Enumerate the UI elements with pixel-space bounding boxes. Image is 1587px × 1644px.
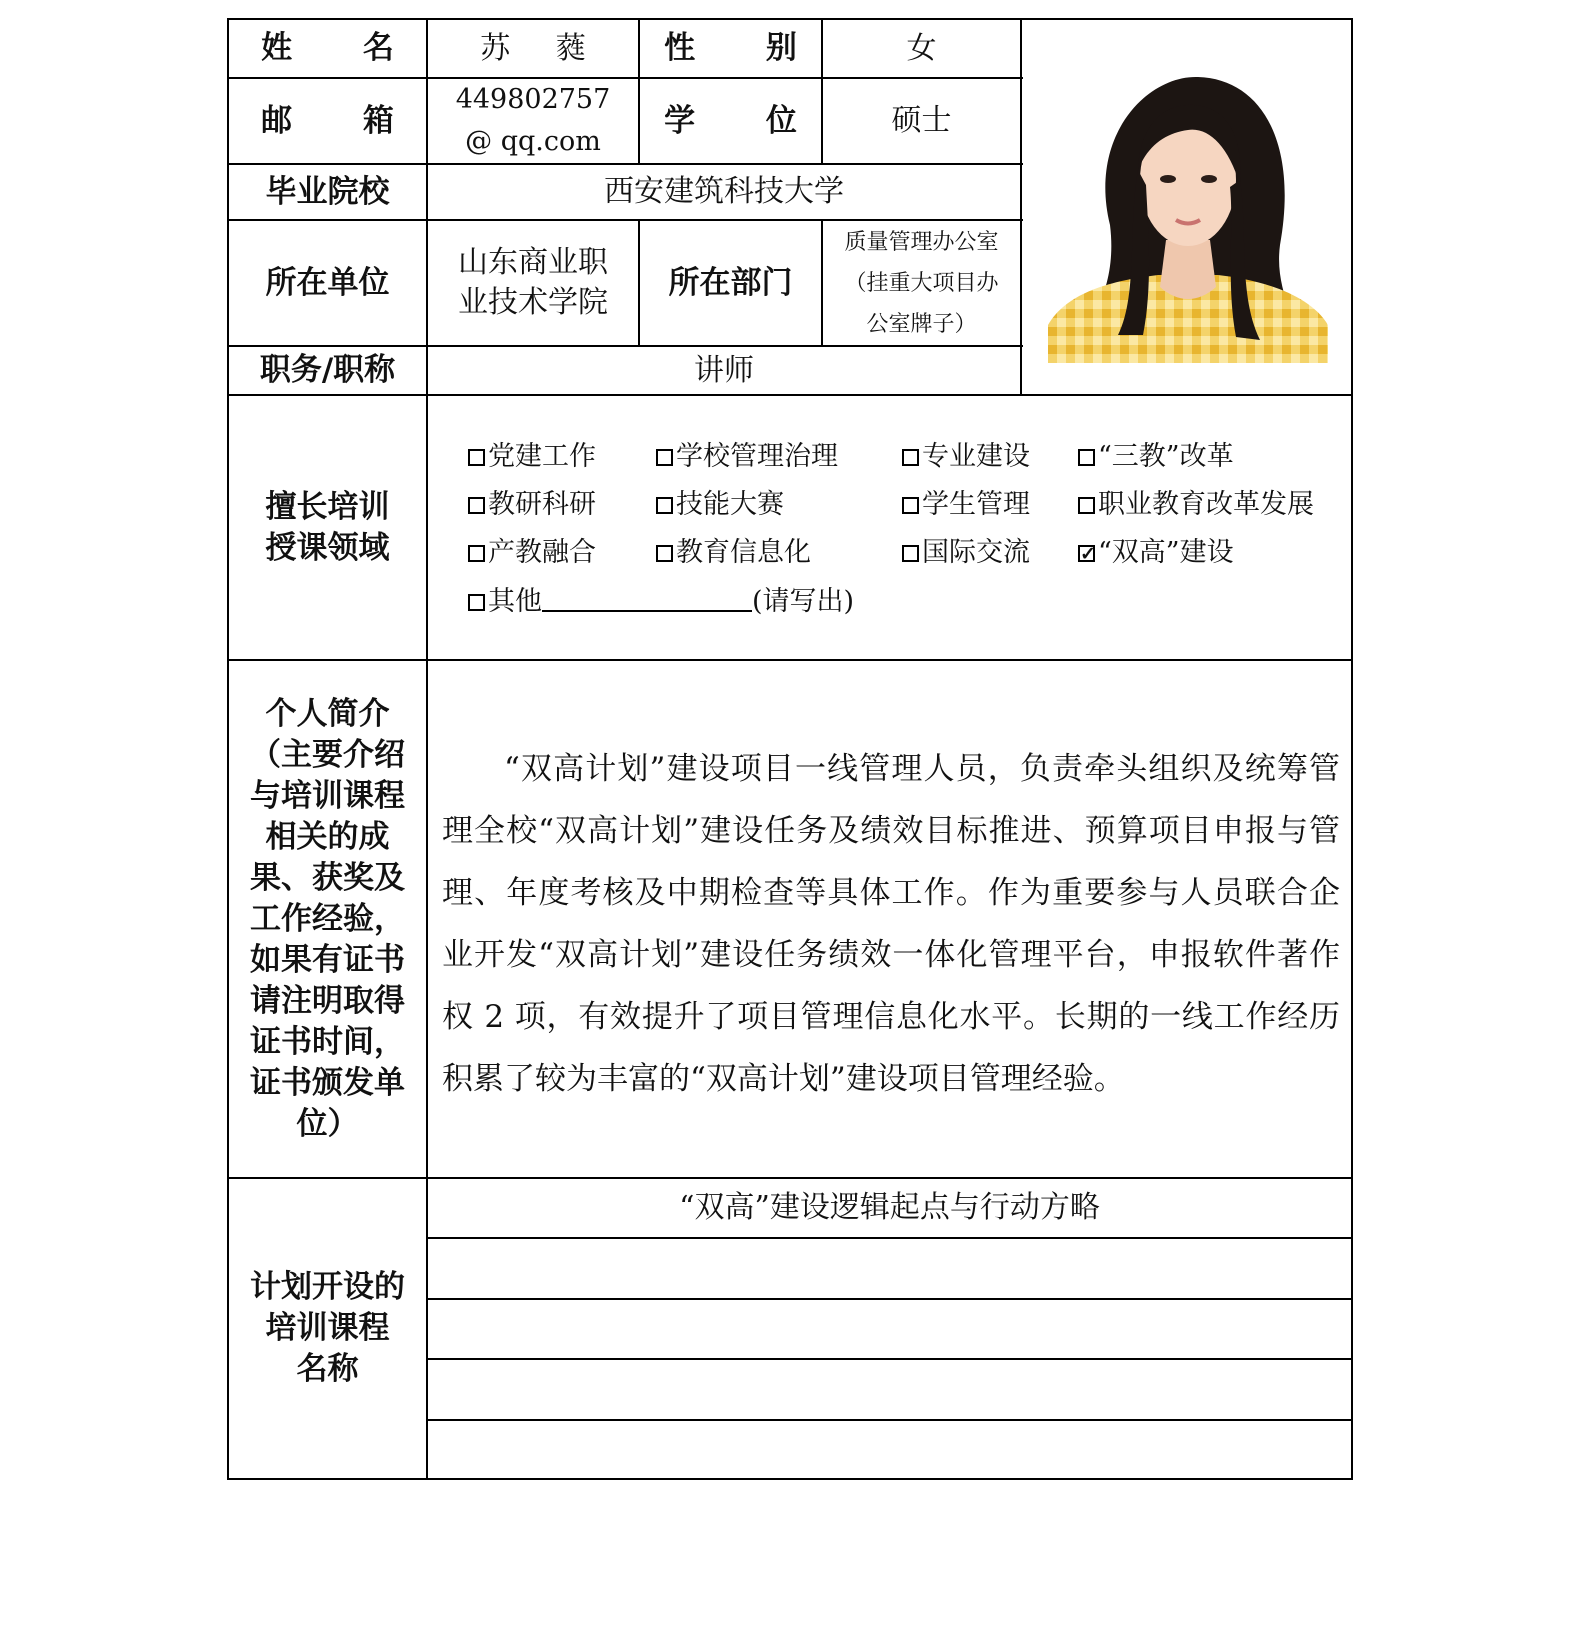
area-option[interactable]	[902, 440, 1030, 474]
bio-label-line: 工作经验，	[250, 900, 405, 937]
area-option-label: “双高”建设	[1098, 537, 1234, 568]
checkbox-icon[interactable]	[656, 497, 673, 514]
area-option-label: 教育信息化	[676, 537, 811, 568]
courses-label-line: 培训课程	[265, 1310, 390, 1346]
area-option-label: 党建工作	[488, 441, 596, 472]
bio-label-line: 相关的成	[265, 818, 390, 855]
email-value	[428, 79, 638, 163]
email-line-1: 449802757	[455, 84, 611, 115]
area-option[interactable]	[656, 488, 784, 522]
bio-label	[229, 661, 426, 1177]
course-row[interactable]	[428, 1300, 1351, 1358]
area-option[interactable]	[468, 488, 596, 522]
dept-line-1: 质量管理办公室	[844, 229, 999, 255]
area-option-label: “三教”改革	[1098, 441, 1234, 472]
area-option[interactable]	[902, 536, 1030, 570]
bio-label-line: 果、获奖及	[250, 859, 405, 896]
dept-line-2: （挂重大项目办	[844, 270, 999, 296]
area-option[interactable]	[1078, 536, 1234, 570]
areas-label-line-2: 授课领域	[265, 529, 390, 566]
checkbox-icon[interactable]	[1078, 449, 1095, 466]
dept-line-3: 公室牌子）	[866, 311, 977, 337]
course-row[interactable]	[428, 1239, 1351, 1298]
area-option[interactable]	[468, 440, 596, 474]
courses-label-line: 计划开设的	[250, 1269, 405, 1305]
checkbox-icon[interactable]	[468, 545, 485, 562]
checkbox-icon[interactable]	[468, 449, 485, 466]
course-row[interactable]	[428, 1360, 1351, 1419]
unit-value	[428, 221, 638, 345]
school-label: 毕业院校	[265, 173, 390, 210]
name-label: 姓 名	[261, 30, 424, 66]
area-option-label: 产教融合	[488, 537, 596, 568]
area-option[interactable]	[468, 536, 596, 570]
checkbox-icon[interactable]	[1078, 497, 1095, 514]
dept-value	[823, 221, 1020, 345]
areas-label	[229, 396, 426, 659]
other-write-in-line[interactable]	[542, 584, 752, 612]
unit-line-2: 业技术学院	[458, 285, 608, 320]
degree-value: 硕士	[891, 103, 952, 138]
bio-label-line: 证书颁发单	[250, 1064, 405, 1101]
email-line-2: @ qq.com	[465, 126, 601, 157]
area-option-label: 学生管理	[922, 489, 1030, 520]
course-row[interactable]: “双高”建设逻辑起点与行动方略	[679, 1190, 1100, 1225]
bio-label-line: 如果有证书	[250, 941, 405, 978]
degree-label: 学 位	[664, 102, 827, 139]
courses-label	[229, 1179, 426, 1478]
area-option[interactable]	[656, 536, 811, 570]
area-option-label: 教研科研	[488, 489, 596, 520]
bio-label-line: 与培训课程	[250, 777, 405, 814]
portrait-illustration	[1048, 75, 1328, 363]
other-option[interactable]	[468, 584, 854, 619]
other-note: (请写出)	[752, 586, 855, 617]
unit-line-1: 山东商业职	[458, 245, 608, 280]
area-option-label: 专业建设	[922, 441, 1030, 472]
bio-text: “双高计划”建设项目一线管理人员，负责牵头组织及统筹管理全校“双高计划”建设任务及绩效目标推进、预算项目申报与管理、年度考核及中期检查等具体工作。作为重要参与人员联合企业开发“双高计划”建设任务绩效一体化管理平台，申报软件著作权 2 项，有效提升了项目管理信息化水平。长期的一线工作经历积累了较为丰富的“双高计划”建设项目管理经验。	[442, 751, 1340, 1097]
portrait-photo	[1048, 75, 1328, 363]
gender-value: 女	[906, 30, 937, 66]
checkbox-icon[interactable]	[468, 497, 485, 514]
area-option-label: 技能大赛	[676, 489, 784, 520]
checkbox-icon[interactable]	[902, 449, 919, 466]
checkbox-icon[interactable]	[902, 545, 919, 562]
area-option-label: 国际交流	[922, 537, 1030, 568]
checkbox-icon[interactable]	[468, 594, 485, 611]
title-label: 职务/职称	[259, 352, 396, 388]
area-option-label: 职业教育改革发展	[1098, 489, 1314, 520]
bio-label-line: 请注明取得	[250, 982, 405, 1019]
checkbox-icon[interactable]	[656, 449, 673, 466]
bio-label-line: 位）	[296, 1105, 359, 1142]
unit-label: 所在单位	[265, 264, 390, 301]
gender-label: 性 别	[664, 30, 827, 66]
email-label: 邮 箱	[261, 102, 424, 139]
name-value: 苏 蕤	[480, 30, 604, 66]
bio-label-line: 个人简介	[265, 695, 390, 732]
checked-checkbox-icon[interactable]	[1078, 545, 1095, 562]
school-value: 西安建筑科技大学	[604, 174, 844, 209]
courses-label-line: 名称	[296, 1351, 359, 1387]
checkbox-icon[interactable]	[656, 545, 673, 562]
area-option[interactable]	[1078, 440, 1234, 474]
checkbox-icon[interactable]	[902, 497, 919, 514]
area-option[interactable]	[902, 488, 1030, 522]
area-option[interactable]	[1078, 488, 1314, 522]
area-option-label: 学校管理治理	[676, 441, 838, 472]
bio-label-line: 证书时间，	[250, 1023, 405, 1060]
area-option[interactable]	[656, 440, 838, 474]
title-value: 讲师	[694, 352, 754, 388]
dept-label: 所在部门	[668, 264, 793, 301]
course-row[interactable]	[428, 1421, 1351, 1478]
other-label: 其他	[488, 586, 542, 617]
areas-label-line-1: 擅长培训	[265, 488, 390, 525]
bio-label-line: （主要介绍	[250, 736, 405, 773]
